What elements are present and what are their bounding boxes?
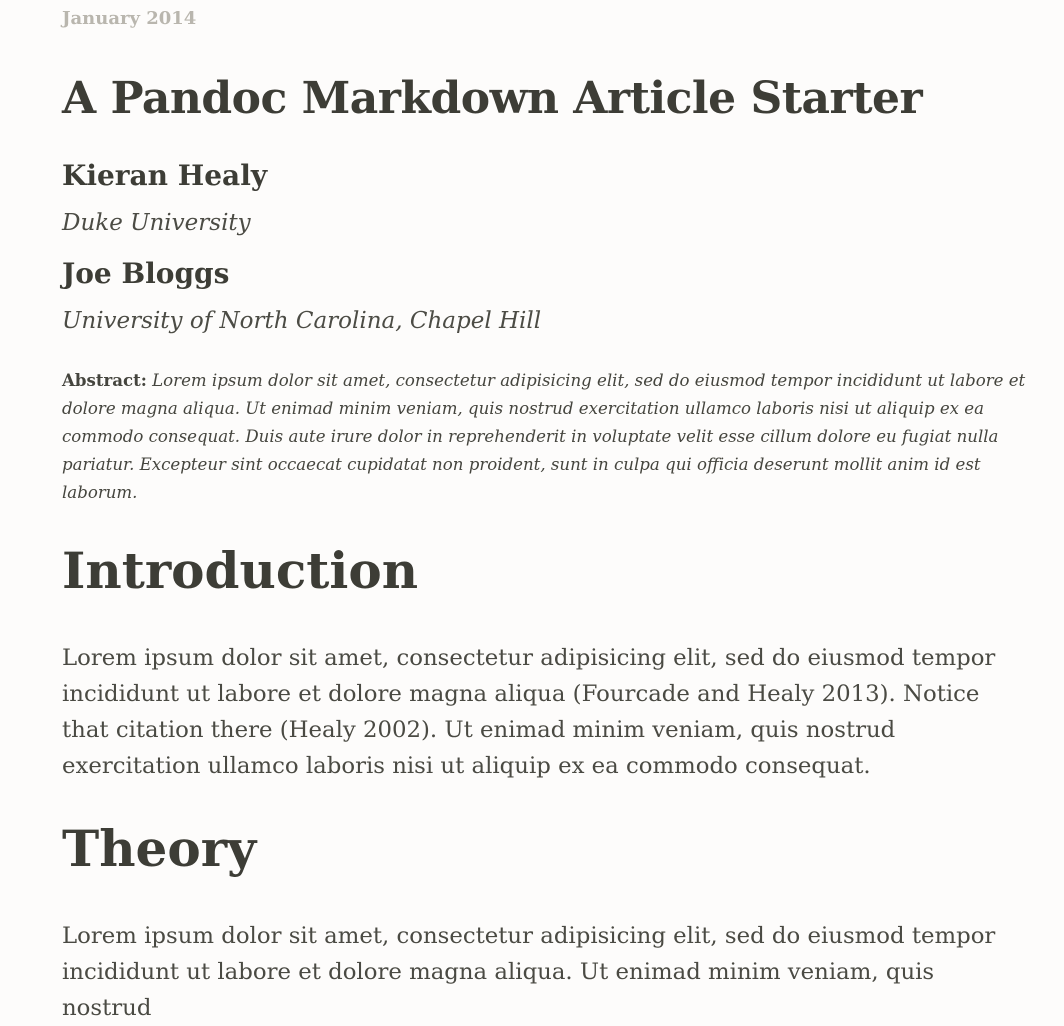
article-title: A Pandoc Markdown Article Starter [62, 73, 923, 124]
author-name: Joe Bloggs [62, 257, 230, 290]
section-heading-introduction: Introduction [62, 541, 419, 600]
abstract-label: Abstract: [62, 370, 147, 390]
section-heading-theory: Theory [62, 819, 257, 878]
abstract [62, 366, 1030, 507]
author-affiliation: Duke University [62, 210, 251, 236]
abstract-text: Lorem ipsum dolor sit amet, consectetur adipisicing elit, sed do eiusmod tempor incididunt ut labore et dolore magna aliqua. Ut enimad minim veniam, quis nostrud exercitation ullamco laboris nisi ut aliquip ex ea commodo consequat. Duis aute irure dolor in reprehenderit in voluptate velit esse cillum dolore eu fugiat nulla pariatur. Excepteur sint occaecat cupidatat non proident, sunt in culpa qui officia deserunt mollit anim id est laborum. [62, 371, 1026, 502]
section-paragraph: Lorem ipsum dolor sit amet, consectetur adipisicing elit, sed do eiusmod tempor incididunt ut labore et dolore magna aliqua. Ut enimad minim veniam, quis nostrud [62, 923, 996, 1021]
author-name: Kieran Healy [62, 159, 268, 192]
author-affiliation: University of North Carolina, Chapel Hill [62, 308, 542, 334]
section-paragraph: Lorem ipsum dolor sit amet, consectetur adipisicing elit, sed do eiusmod tempor incididunt ut labore et dolore magna aliqua (Fourcade and Healy 2013). Notice that citation there (Healy 2002). Ut enimad minim veniam, quis nostrud exercitation ullamco laboris nisi ut aliquip ex ea commodo consequat. [62, 645, 996, 779]
article-date: January 2014 [62, 8, 197, 29]
